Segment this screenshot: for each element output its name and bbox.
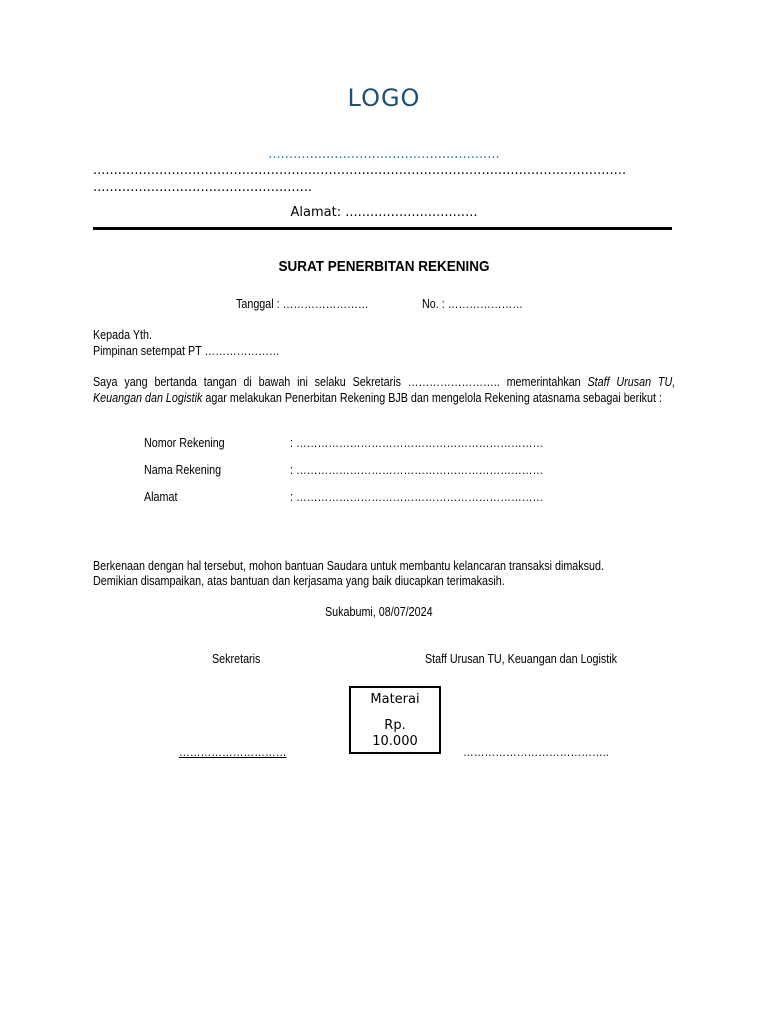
materai-stamp-box: [349, 686, 441, 754]
address-line-1: .................................................................................................................................: [93, 163, 627, 178]
letterhead-address: Alamat: ................................: [290, 205, 478, 220]
recipient-salutation: Kepada Yth.: [93, 328, 152, 342]
date-field: Tanggal : ……………………: [236, 297, 369, 311]
field-label-nomor-rekening: Nomor Rekening: [144, 436, 225, 450]
closing-line-2: Demikian disampaikan, atas bantuan dan kerjasama yang baik diucapkan terimakasih.: [93, 574, 505, 588]
closing-line-1: Berkenaan dengan hal tersebut, mohon bantuan Saudara untuk membantu kelancaran transaksi dimaksud.: [93, 559, 604, 573]
stamp-amount: 10.000: [372, 734, 418, 749]
signature-title-right: Staff Urusan TU, Keuangan dan Logistik: [425, 652, 618, 666]
document-title: SURAT PENERBITAN REKENING: [278, 258, 490, 275]
field-value-alamat: : ……………………………………………………………: [290, 490, 544, 504]
logo: LOGO: [347, 84, 421, 112]
field-label-alamat: Alamat: [144, 490, 178, 504]
body-role: Staff Urusan TU, Keuangan dan Logistik: [93, 375, 676, 405]
address-line-2: .....................................................: [93, 180, 313, 195]
field-value-nomor-rekening: : ……………………………………………………………: [290, 436, 544, 450]
signature-name-left: …………………………: [179, 745, 287, 759]
field-value-nama-rekening: : ……………………………………………………………: [290, 463, 544, 477]
body-intro-end: agar melakukan Penerbitan Rekening BJB dan mengelola Rekening atasnama sebagai berikut :: [202, 391, 662, 405]
number-field: No. : …………………: [422, 297, 523, 311]
body-paragraph: [93, 374, 675, 406]
stamp-label: Materai: [370, 692, 420, 707]
signature-title-left: Sekretaris: [212, 652, 261, 666]
stamp-currency: Rp.: [384, 718, 406, 733]
recipient-name: Pimpinan setempat PT …………………: [93, 344, 280, 358]
company-name-placeholder: ........................................................: [268, 147, 500, 162]
signature-name-right: …………………………………..: [463, 745, 609, 759]
letterhead-divider: [93, 227, 672, 230]
place-date: Sukabumi, 08/07/2024: [325, 605, 433, 619]
body-intro: Saya yang bertanda tangan di bawah ini selaku Sekretaris …………………….. memerintahkan: [93, 375, 588, 389]
field-label-nama-rekening: Nama Rekening: [144, 463, 222, 477]
